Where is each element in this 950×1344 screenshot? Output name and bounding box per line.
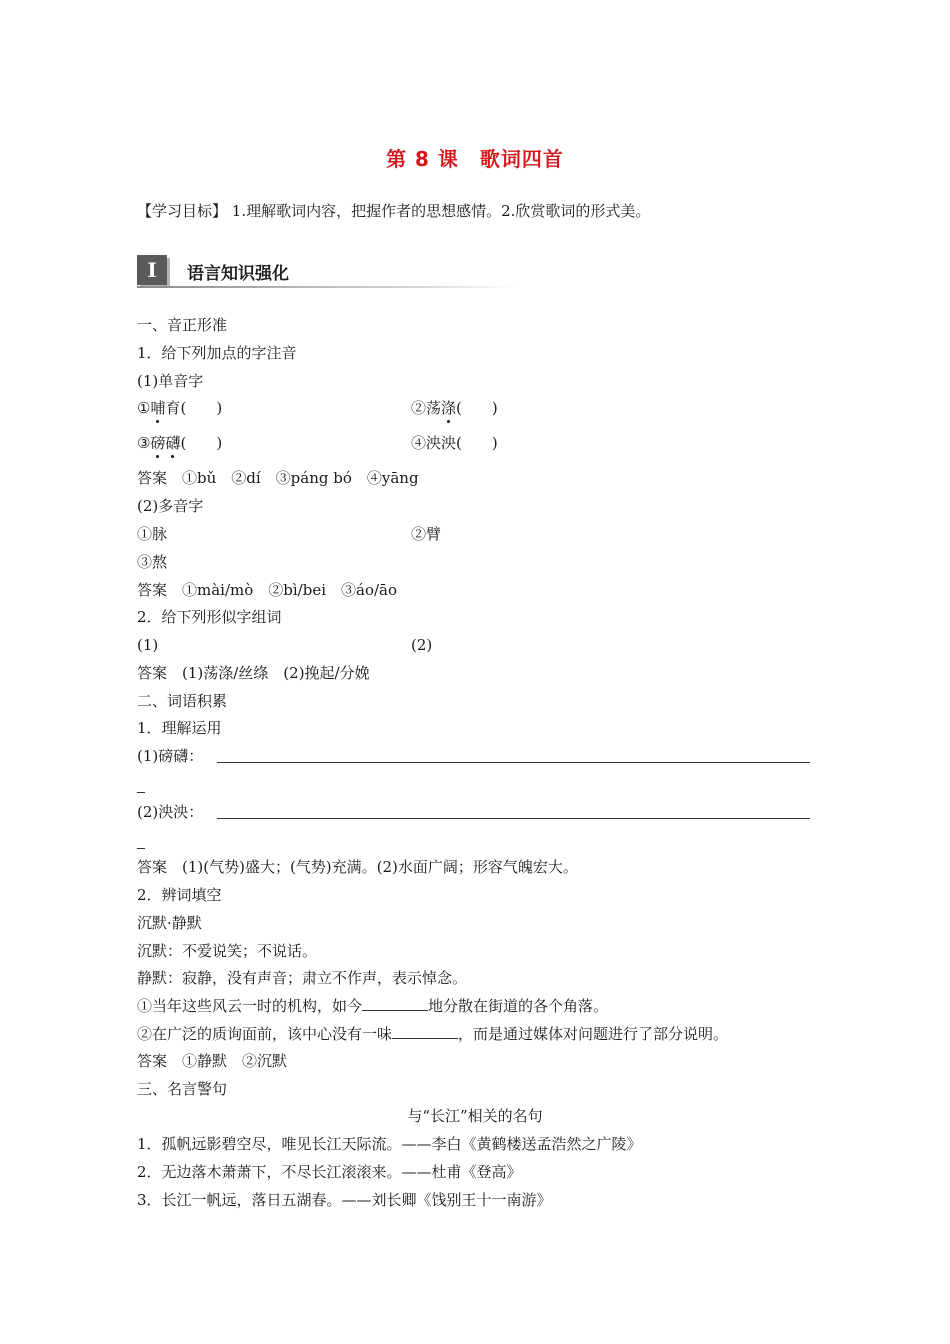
quotes-subheading: 与“长江”相关的名句 xyxy=(407,1107,543,1125)
similar-char-item-1: (1) xyxy=(137,636,159,654)
objectives-label: 【学习目标】 xyxy=(137,202,228,220)
fill-item-2-blank-tail xyxy=(137,848,145,849)
answer-multi-char: 答案 ①mài/mò ②bì/bei ③áo/āo xyxy=(137,581,398,599)
learning-objectives xyxy=(137,200,650,221)
part1-heading: 一、音正形准 xyxy=(137,316,228,334)
fill-item-2-blank[interactable] xyxy=(217,818,810,819)
pinyin-item-4: ④泱泱( ) xyxy=(411,434,498,452)
answer-word-meaning: 答案 (1)(气势)盛大；(气势)充满。(2)水面广阔；形容气魄宏大。 xyxy=(137,858,578,876)
quote-2: 2．无边落木萧萧下，不尽长江滚滚来。——杜甫《登高》 xyxy=(137,1163,522,1181)
fill-item-1-label: (1)磅礴： xyxy=(137,747,204,765)
word-pair: 沉默·静默 xyxy=(137,914,202,932)
sentence-2-blank[interactable] xyxy=(392,1024,458,1039)
answer-word-choice: 答案 ①静默 ②沉默 xyxy=(137,1052,288,1070)
section-divider xyxy=(137,286,517,288)
section-header xyxy=(137,255,517,289)
multi-char-item-2: ②臂 xyxy=(411,525,442,543)
pinyin-item-1: ①哺育( ) xyxy=(137,399,223,417)
sentence-1-blank[interactable] xyxy=(362,996,428,1011)
definition-1: 沉默：不爱说笑；不说话。 xyxy=(137,942,318,960)
quote-1: 1．孤帆远影碧空尽，唯见长江天际流。——李白《黄鹤楼送孟浩然之广陵》 xyxy=(137,1135,642,1153)
part3-heading: 三、名言警句 xyxy=(137,1080,228,1098)
fill-item-2-label: (2)泱泱： xyxy=(137,803,204,821)
answer-similar-char: 答案 (1)荡涤/丝绦 (2)挽起/分娩 xyxy=(137,664,370,682)
part2-heading: 二、词语积累 xyxy=(137,692,228,710)
similar-char-item-2: (2) xyxy=(411,636,433,654)
pinyin-item-2: ②荡涤( ) xyxy=(411,399,498,417)
objectives-text: 1.理解歌词内容，把握作者的思想感情。2.欣赏歌词的形式美。 xyxy=(227,202,651,220)
pinyin-item-3: ③磅礴( ) xyxy=(137,434,223,452)
question-1-2: 2．给下列形似字组词 xyxy=(137,608,282,626)
subquestion-single-char: (1)单音字 xyxy=(137,372,204,390)
fill-item-1-blank[interactable] xyxy=(217,762,810,763)
multi-char-item-3: ③熬 xyxy=(137,553,168,571)
answer-single-char: 答案 ①bǔ ②dí ③páng bó ④yāng xyxy=(137,469,419,487)
section-title: 语言知识强化 xyxy=(187,264,289,284)
definition-2: 静默：寂静，没有声音；肃立不作声，表示悼念。 xyxy=(137,969,468,987)
fill-item-1-blank-tail xyxy=(137,792,145,793)
question-2-1: 1．理解运用 xyxy=(137,719,222,737)
question-1-1: 1．给下列加点的字注音 xyxy=(137,344,297,362)
subquestion-multi-char: (2)多音字 xyxy=(137,497,204,515)
multi-char-item-1: ①脉 xyxy=(137,525,168,543)
fill-sentence-2: ②在广泛的质询面前，该中心没有一味 ，而是通过媒体对问题进行了部分说明。 xyxy=(137,1025,729,1043)
quote-3: 3．长江一帆远，落日五湖春。——刘长卿《饯别王十一南游》 xyxy=(137,1191,552,1209)
lesson-title: 第 8 课 歌词四首 xyxy=(386,147,564,171)
section-number-badge: I xyxy=(137,255,167,285)
question-2-2: 2．辨词填空 xyxy=(137,886,222,904)
fill-sentence-1: ①当年这些风云一时的机构，如今 地分散在街道的各个角落。 xyxy=(137,997,609,1015)
